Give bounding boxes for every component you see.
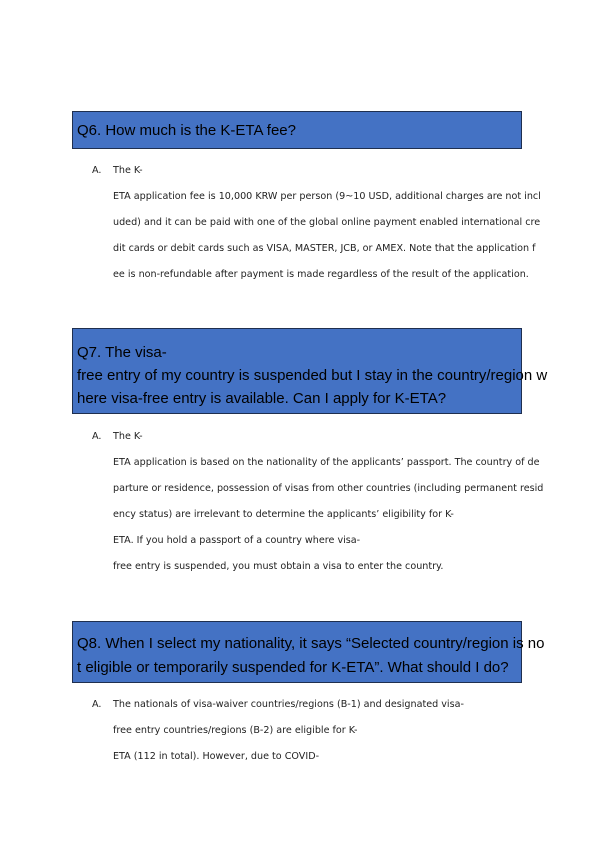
q6-answer-line-4: dit cards or debit cards such as VISA, MASTER, JCB, or AMEX. Note that the application f: [113, 243, 536, 254]
q6-answer-line-3: uded) and it can be paid with one of the global online payment enabled international cre: [113, 217, 541, 228]
q8-answer-marker: A.: [92, 699, 102, 710]
q8-question-line-1: Q8. When I select my nationality, it says “Selected country/region is no: [77, 635, 545, 652]
q7-answer-line-6: free entry is suspended, you must obtain a visa to enter the country.: [113, 561, 444, 572]
q6-answer-line-2: ETA application fee is 10,000 KRW per person (9~10 USD, additional charges are not incl: [113, 191, 541, 202]
q7-answer-line-2: ETA application is based on the nationality of the applicants’ passport. The country of de: [113, 457, 540, 468]
q7-answer-marker: A.: [92, 431, 102, 442]
q8-question-line-2: t eligible or temporarily suspended for K-ETA”. What should I do?: [77, 659, 509, 676]
q6-answer-line-1: The K-: [113, 165, 143, 176]
q8-answer-line-2: free entry countries/regions (B-2) are eligible for K-: [113, 725, 358, 736]
q8-answer-line-1: The nationals of visa-waiver countries/regions (B-1) and designated visa-: [113, 699, 464, 710]
q7-question-line-1: Q7. The visa-: [77, 344, 167, 361]
q7-answer-line-1: The K-: [113, 431, 143, 442]
q6-question-line-1: Q6. How much is the K-ETA fee?: [77, 122, 296, 139]
q6-answer-line-5: ee is non-refundable after payment is made regardless of the result of the application.: [113, 269, 529, 280]
q6-question-box: [72, 111, 522, 149]
q7-answer-line-3: parture or residence, possession of visas from other countries (including permanent resid: [113, 483, 544, 494]
q7-question-line-3: here visa-free entry is available. Can I apply for K-ETA?: [77, 390, 447, 407]
q6-answer-marker: A.: [92, 165, 102, 176]
q7-question-line-2: free entry of my country is suspended but I stay in the country/region w: [77, 367, 548, 384]
q8-question-box: [72, 621, 545, 683]
q7-answer-line-4: ency status) are irrelevant to determine the applicants’ eligibility for K-: [113, 509, 454, 520]
q7-answer-line-5: ETA. If you hold a passport of a country where visa-: [113, 535, 361, 546]
q7-question-box: [72, 328, 548, 414]
q8-answer-line-3: ETA (112 in total). However, due to COVID-: [113, 751, 320, 762]
